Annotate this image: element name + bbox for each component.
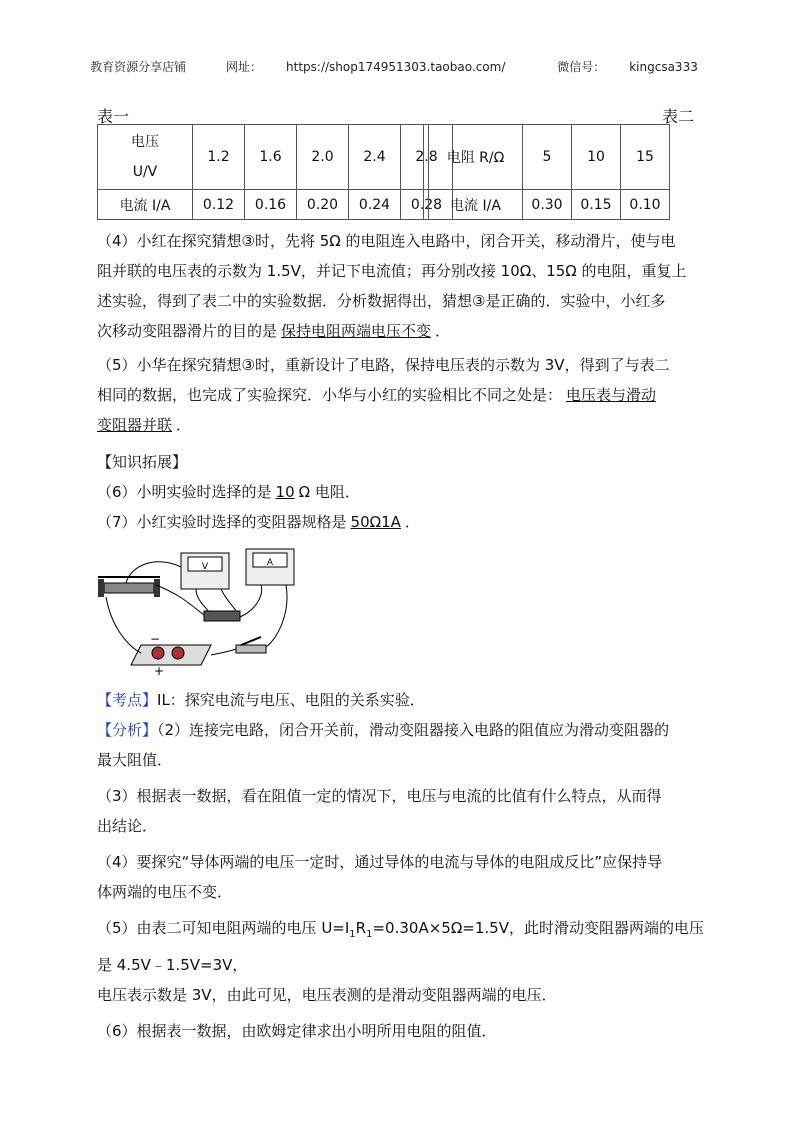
current-header: 电流 I/A	[429, 190, 523, 220]
table2	[428, 124, 670, 220]
knowledge-extension: 【知识拓展】 （6）小明实验时选择的是 10 Ω 电阻． （7）小红实验时选择的变阻器规格是 50Ω1A ．	[97, 447, 712, 537]
shop-url[interactable]: https://shop174951303.taobao.com/	[286, 60, 506, 74]
svg-text:A: A	[266, 558, 274, 568]
shop-name: 教育资源分享店铺	[90, 60, 187, 74]
table2-label: 表二	[662, 107, 695, 126]
table-cell: 2.0	[297, 125, 349, 190]
table-cell: 2.4	[349, 125, 401, 190]
kaodian-tag: 【考点】	[97, 691, 158, 709]
battery-box-icon	[131, 645, 211, 665]
table-cell: 10	[572, 125, 621, 190]
table-cell: 0.20	[297, 190, 349, 220]
fenxi-tag: 【分析】	[97, 721, 158, 739]
analysis: 【考点】IL：探究电流与电压、电阻的关系实验． 【分析】（2）连接完电路，闭合开关前，滑动变阻器接入电路的阻值应为滑动变阻器的 最大阻值． （3）根据表一数据，看在阻值一定的情况下，电压与电流的比值有什么特点，从而得 出结论． （4）要探究“导体两端的电压一定时，通过导体的电流与导体的电阻成反比”应保持导 体两端的电压不变． （5）由表二可知电阻两端的电压 $U=I_1R_1=0.30A\times 5\Omega=1.5V$，此时滑动变阻器两端的电压 是 4.5V﹣1.5V=3V， 电压表示数是 3V，由此可见，电压表测的是滑动变阻器两端的电压． （6）根据表一数据，由欧姆定律求出小明所用电阻的阻值．	[97, 691, 704, 1040]
wechat-id: kingcsa333	[629, 60, 698, 74]
table-cell: 0.28	[401, 190, 453, 220]
table1-label: 表一	[97, 107, 130, 126]
q5-answer-part2: 变阻器并联	[97, 416, 173, 434]
q5-answer-part1: 电压表与滑动	[566, 386, 657, 404]
table-cell: 0.12	[193, 190, 245, 220]
q6-answer: 10	[275, 483, 295, 501]
current-header: 电流 I/A	[98, 190, 193, 220]
table-cell: 0.10	[621, 190, 670, 220]
rheostat-icon	[104, 583, 154, 593]
table-cell: 0.16	[245, 190, 297, 220]
section-title: 【知识拓展】	[97, 453, 188, 471]
table-cell: 0.24	[349, 190, 401, 220]
q7-answer: 50Ω1A	[350, 513, 401, 531]
table1	[97, 124, 453, 220]
table-cell: 5	[523, 125, 572, 190]
voltage-header: 电压 U/V	[98, 125, 193, 190]
url-label: 网址：	[226, 60, 263, 74]
circuit-figure	[96, 545, 296, 675]
resistor-icon	[204, 611, 240, 621]
table-cell: 0.15	[572, 190, 621, 220]
q4-answer: 保持电阻两端电压不变	[281, 322, 432, 340]
svg-text:+: +	[154, 664, 165, 675]
svg-text:−: −	[150, 632, 161, 646]
svg-text:V: V	[201, 562, 209, 572]
table-cell: 0.30	[523, 190, 572, 220]
wechat-label: 微信号：	[557, 60, 606, 74]
question-5: （5）小华在探究猜想③时，重新设计了电路，保持电压表的示数为 3V，得到了与表二 相同的数据，也完成了实验探究．小华与小红的实验相比不同之处是： 电压表与滑动 变阻器并联 ．	[97, 356, 670, 434]
table-cell: 1.6	[245, 125, 297, 190]
table-cell: 2.8	[401, 125, 453, 190]
question-4: （4）小红在探究猜想③时，先将 5Ω 的电阻连入电路中，闭合开关，移动滑片，使与电 阻并联的电压表的示数为 1.5V，并记下电流值；再分别改接 10Ω、15Ω 的电阻，重复上 述实验，得到了表二中的实验数据．分析数据得出，猜想③是正确的．实验中，小红多 次移动变阻器滑片的目的是 保持电阻两端电压不变 ．	[97, 232, 687, 340]
table-cell: 15	[621, 125, 670, 190]
table-divider	[423, 124, 424, 220]
table-cell: 1.2	[193, 125, 245, 190]
resistance-header: 电阻 R/Ω	[429, 125, 523, 190]
switch-icon	[236, 645, 266, 653]
page-header	[0, 58, 800, 75]
